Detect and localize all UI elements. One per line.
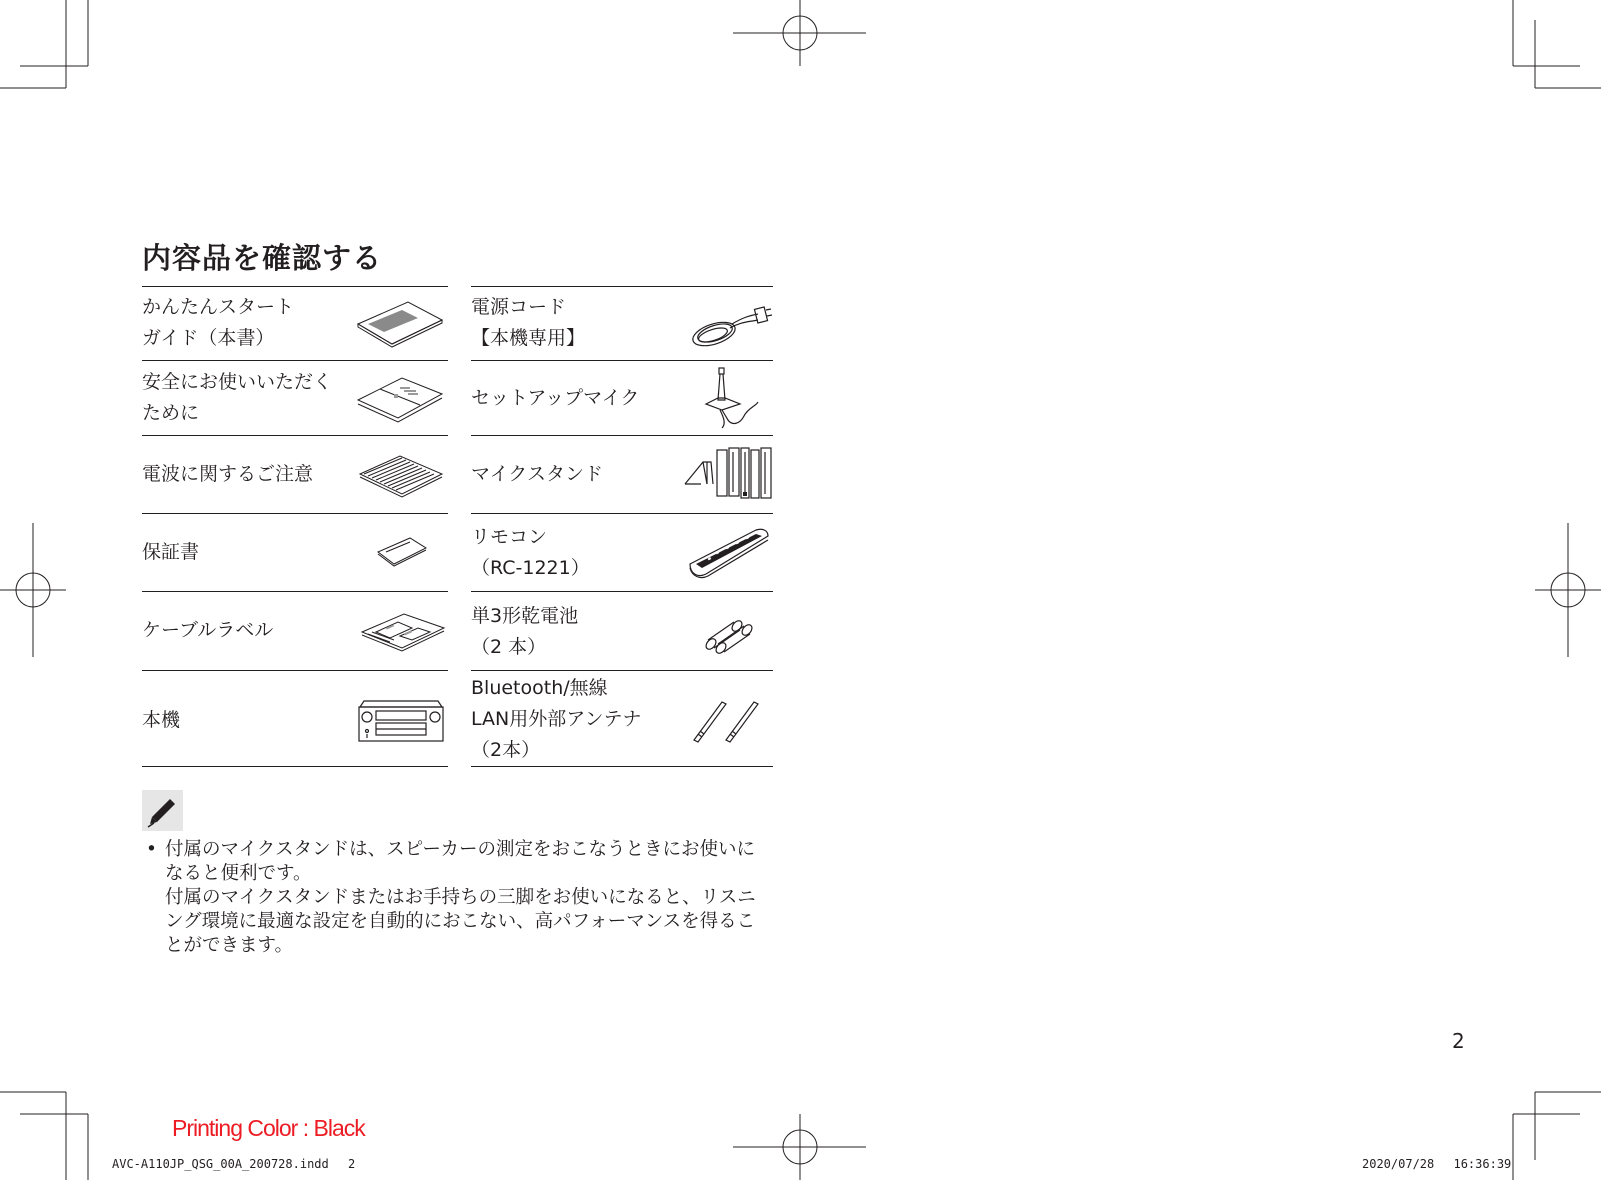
table-rule xyxy=(142,766,448,767)
table-rule xyxy=(142,435,448,436)
power-cord-icon xyxy=(688,300,772,350)
page-title: 内容品を確認する xyxy=(142,241,383,275)
remote-control-icon xyxy=(686,524,772,580)
pencil-note-icon xyxy=(142,790,183,831)
item-label-safety-booklet: 安全にお使いいただく ために xyxy=(142,371,333,424)
safety-booklet-icon xyxy=(356,374,446,424)
table-rule xyxy=(471,591,773,592)
warranty-card-icon xyxy=(376,536,428,568)
microphone-stand-icon xyxy=(681,444,773,502)
table-rule xyxy=(471,513,773,514)
table-rule xyxy=(471,286,773,287)
page-number: 2 xyxy=(1452,1029,1465,1053)
slug-timestamp: 2020/07/28 16:36:39 xyxy=(1362,1157,1512,1171)
item-label-antennas: Bluetooth/無線 LAN用外部アンテナ （2本） xyxy=(471,677,642,761)
note-paragraph-1: 付属のマイクスタンドは、スピーカーの測定をおこなうときにお使いになると便利です。 xyxy=(165,839,755,884)
note-text xyxy=(146,838,766,958)
item-label-quick-start-guide: かんたんスタート ガイド（本書） xyxy=(142,296,295,349)
item-label-remote: リモコン （RC-1221） xyxy=(471,526,590,579)
printing-color-label: Printing Color : Black xyxy=(172,1115,365,1141)
item-label-cable-labels: ケーブルラベル xyxy=(142,619,274,641)
table-rule xyxy=(471,360,773,361)
bullet: • xyxy=(146,839,157,860)
item-label-radio-notice: 電波に関するご注意 xyxy=(142,463,314,485)
aa-batteries-icon xyxy=(704,612,754,656)
table-rule xyxy=(142,513,448,514)
slug-file-info: AVC-A110JP_QSG_00A_200728.indd 2 xyxy=(112,1157,356,1171)
item-label-power-cord: 電源コード 【本機専用】 xyxy=(471,296,586,349)
table-rule xyxy=(142,670,448,671)
table-rule xyxy=(142,286,448,287)
item-label-mic-stand: マイクスタンド xyxy=(471,463,604,485)
antennas-icon xyxy=(690,696,770,746)
table-rule xyxy=(471,766,773,767)
table-rule xyxy=(142,360,448,361)
table-rule xyxy=(471,670,773,671)
item-label-setup-mic: セットアップマイク xyxy=(471,387,640,409)
table-rule xyxy=(471,435,773,436)
quick-start-guide-icon xyxy=(356,298,446,348)
item-label-main-unit: 本機 xyxy=(142,709,181,731)
radio-notice-sheet-icon xyxy=(358,452,446,498)
cable-labels-icon xyxy=(360,612,446,654)
table-rule xyxy=(142,591,448,592)
setup-microphone-icon xyxy=(700,366,760,432)
av-receiver-icon xyxy=(356,697,446,745)
item-label-warranty: 保証書 xyxy=(142,541,200,563)
note-paragraph-2: 付属のマイクスタンドまたはお手持ちの三脚をお使いになると、リスニング環境に最適な設定を自動的におこない、高パフォーマンスを得ることができます。 xyxy=(165,887,756,956)
item-label-batteries: 単3形乾電池 （2 本） xyxy=(471,605,579,658)
